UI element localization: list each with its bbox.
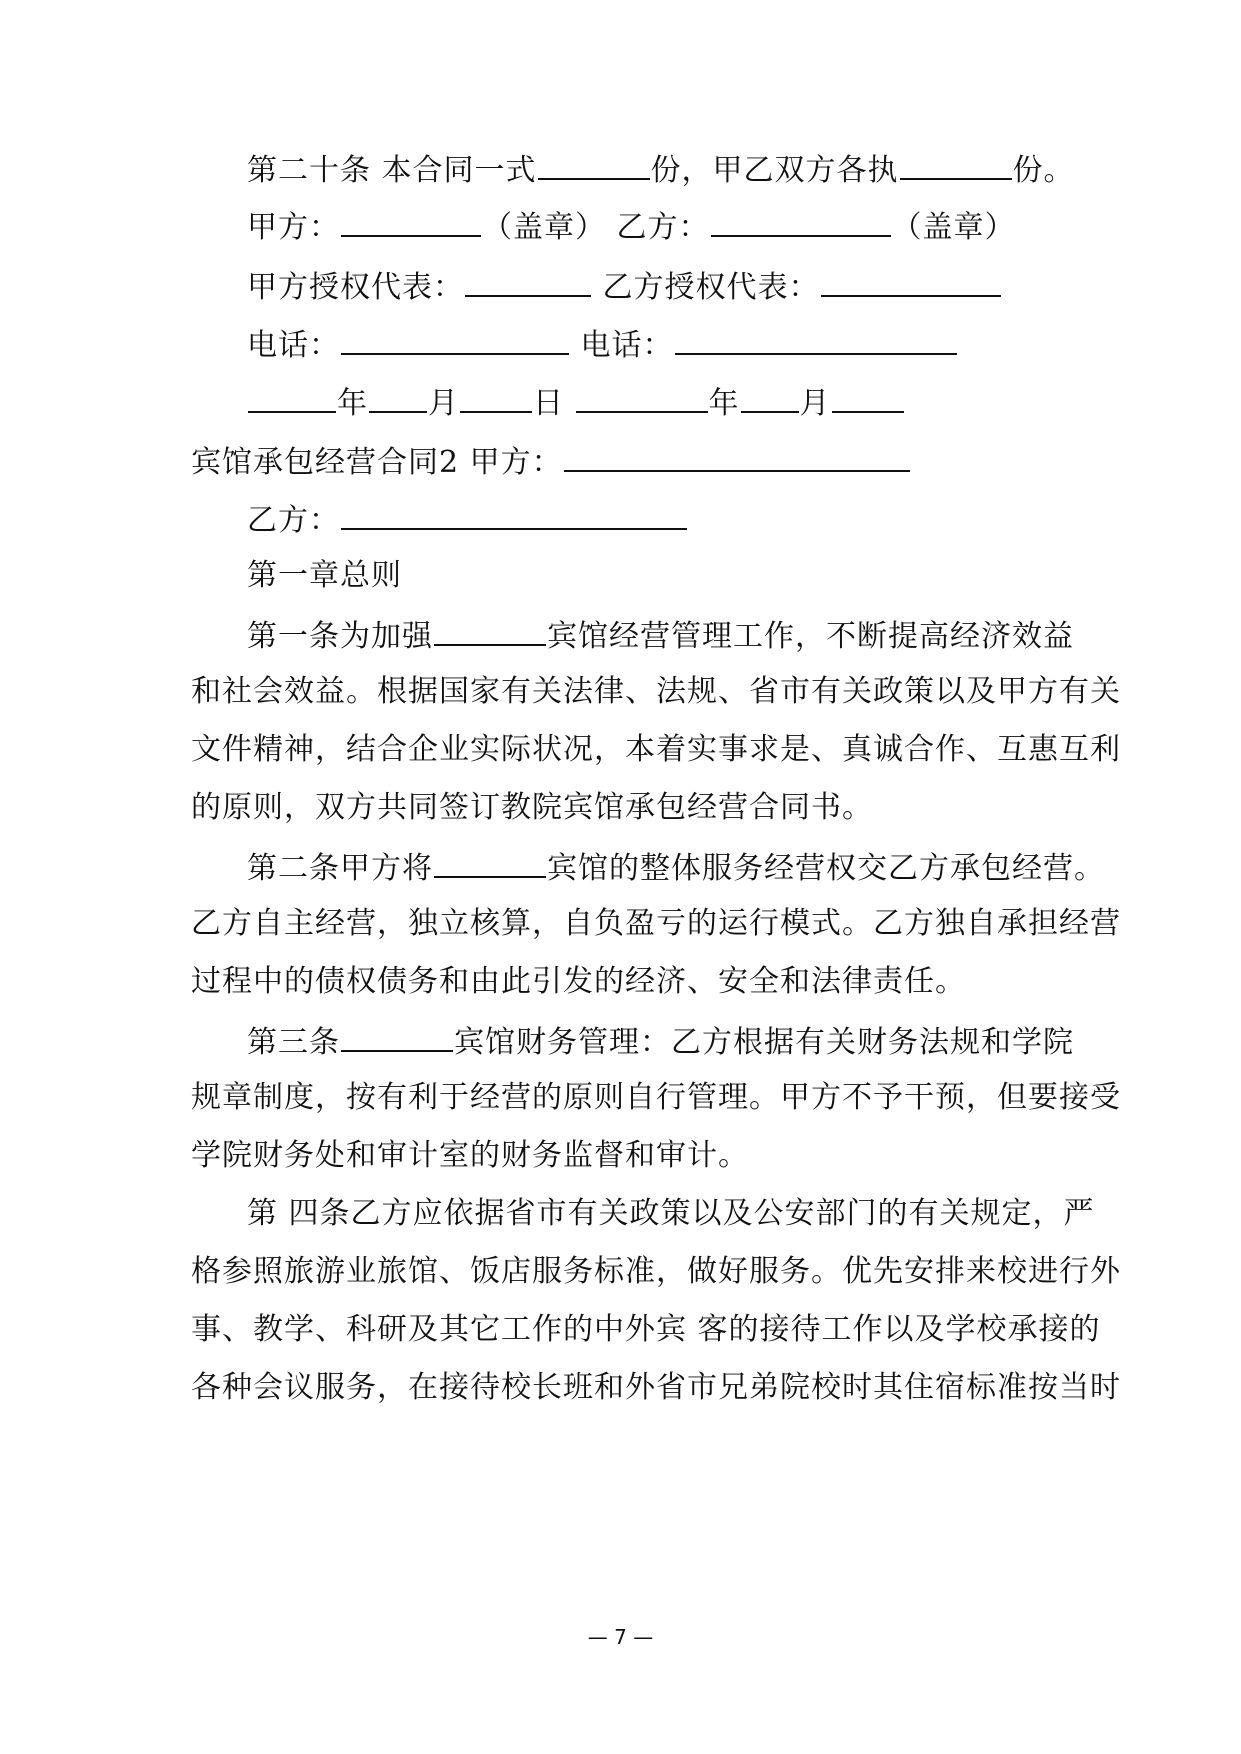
text-segment: 乙方自主经营，独立核算，自负盈亏的运行模式。乙方独自承担经营	[191, 906, 1121, 941]
text-segment: 份。	[1012, 153, 1075, 188]
text-segment: 甲方：	[247, 210, 340, 245]
text-segment: 乙方授权代表：	[592, 270, 820, 305]
paragraph-line	[247, 1194, 1095, 1234]
text-segment: 第三条	[247, 1025, 340, 1060]
fill-blank	[821, 265, 1001, 297]
fill-blank	[369, 381, 427, 413]
fill-blank	[341, 1020, 453, 1052]
text-segment: 和社会效益。根据国家有关法律、法规、省市有关政策以及甲方有关	[191, 674, 1121, 709]
paragraph-line	[247, 1020, 1074, 1063]
text-segment: 月	[428, 386, 459, 421]
text-segment: 月	[799, 386, 831, 421]
paragraph-line	[191, 788, 1061, 828]
text-segment: 宾馆经营管理工作，不断提高经济效益	[547, 619, 1074, 654]
text-segment: 乙方：	[247, 503, 340, 538]
paragraph-line	[191, 1078, 1121, 1118]
text-segment: 学院财务处和审计室的财务监督和审计。	[191, 1138, 749, 1173]
text-segment: 事、教学、科研及其它工作的中外宾 客的接待工作以及学校承接的	[191, 1312, 1101, 1347]
fill-blank	[434, 846, 546, 878]
text-segment: 年	[337, 386, 368, 421]
text-segment: 甲方授权代表：	[247, 270, 464, 305]
fill-blank	[832, 381, 904, 413]
text-segment: 格参照旅游业旅馆、饭店服务标准，做好服务。优先安排来校进行外	[191, 1254, 1121, 1289]
fill-blank	[341, 205, 481, 237]
fill-blank	[564, 440, 910, 472]
chapter-heading	[247, 556, 1061, 596]
text-segment: 规章制度，按有利于经营的原则自行管理。甲方不予干预，但要接受	[191, 1080, 1121, 1115]
paragraph-line	[191, 904, 1121, 944]
paragraph-line	[191, 1310, 1101, 1350]
fill-blank	[341, 323, 569, 355]
party-seal-line	[247, 205, 1061, 248]
text-segment: 第二十条 本合同一式	[247, 153, 537, 188]
fill-blank	[341, 498, 687, 530]
text-segment: 份，甲乙双方各执	[650, 153, 899, 188]
fill-blank	[675, 323, 957, 355]
contract-title: 宾馆承包经营合同2 甲方：	[191, 445, 563, 480]
contract-2-heading-line	[191, 440, 1061, 483]
text-segment: 宾馆财务管理：乙方根据有关财务法规和学院	[454, 1025, 1074, 1060]
text-segment: 文件精神，结合企业实际状况，本着实事求是、真诚合作、互惠互利	[191, 732, 1121, 767]
paragraph-line	[191, 672, 1121, 712]
fill-blank	[741, 381, 799, 413]
fill-blank	[434, 614, 546, 646]
paragraph-line	[191, 962, 1061, 1002]
paragraph-line	[191, 1252, 1121, 1292]
text-segment: 第二条甲方将	[247, 851, 433, 886]
paragraph-line	[191, 730, 1121, 770]
text-segment: （盖章） 乙方：	[482, 210, 710, 245]
text-segment: （盖章）	[891, 210, 1016, 245]
paragraph-line	[191, 1368, 1121, 1408]
text-segment: 过程中的债权债务和由此引发的经济、安全和法律责任。	[191, 964, 966, 999]
fill-blank	[460, 381, 532, 413]
paragraph-line	[191, 1136, 1061, 1176]
article-20-line	[247, 148, 1075, 191]
text-segment: 年	[708, 386, 740, 421]
fill-blank	[900, 148, 1012, 180]
phone-line	[247, 323, 1061, 366]
fill-blank	[576, 381, 708, 413]
text-segment: 电话：	[570, 328, 674, 363]
text-segment: 的原则，双方共同签订教院宾馆承包经营合同书。	[191, 790, 873, 825]
fill-blank	[711, 205, 891, 237]
party-b-line	[247, 498, 1061, 541]
page-number: — 7 —	[587, 1625, 654, 1649]
text-segment: 电话：	[247, 328, 340, 363]
fill-blank	[538, 148, 650, 180]
fill-blank	[465, 265, 591, 297]
text-segment: 宾馆的整体服务经营权交乙方承包经营。	[547, 851, 1105, 886]
date-line	[247, 381, 1061, 424]
text-segment: 第一条为加强	[247, 619, 433, 654]
paragraph-line	[247, 846, 1105, 889]
text-segment: 第 四条乙方应依据省市有关政策以及公安部门的有关规定，严	[247, 1196, 1095, 1231]
fill-blank	[248, 381, 336, 413]
text-segment: 日	[533, 386, 575, 421]
text-segment: 第一章总则	[247, 558, 402, 593]
text-segment: 各种会议服务，在接待校长班和外省市兄弟院校时其住宿标准按当时	[191, 1370, 1121, 1405]
paragraph-line	[247, 614, 1074, 657]
authorized-representative-line	[247, 265, 1061, 308]
